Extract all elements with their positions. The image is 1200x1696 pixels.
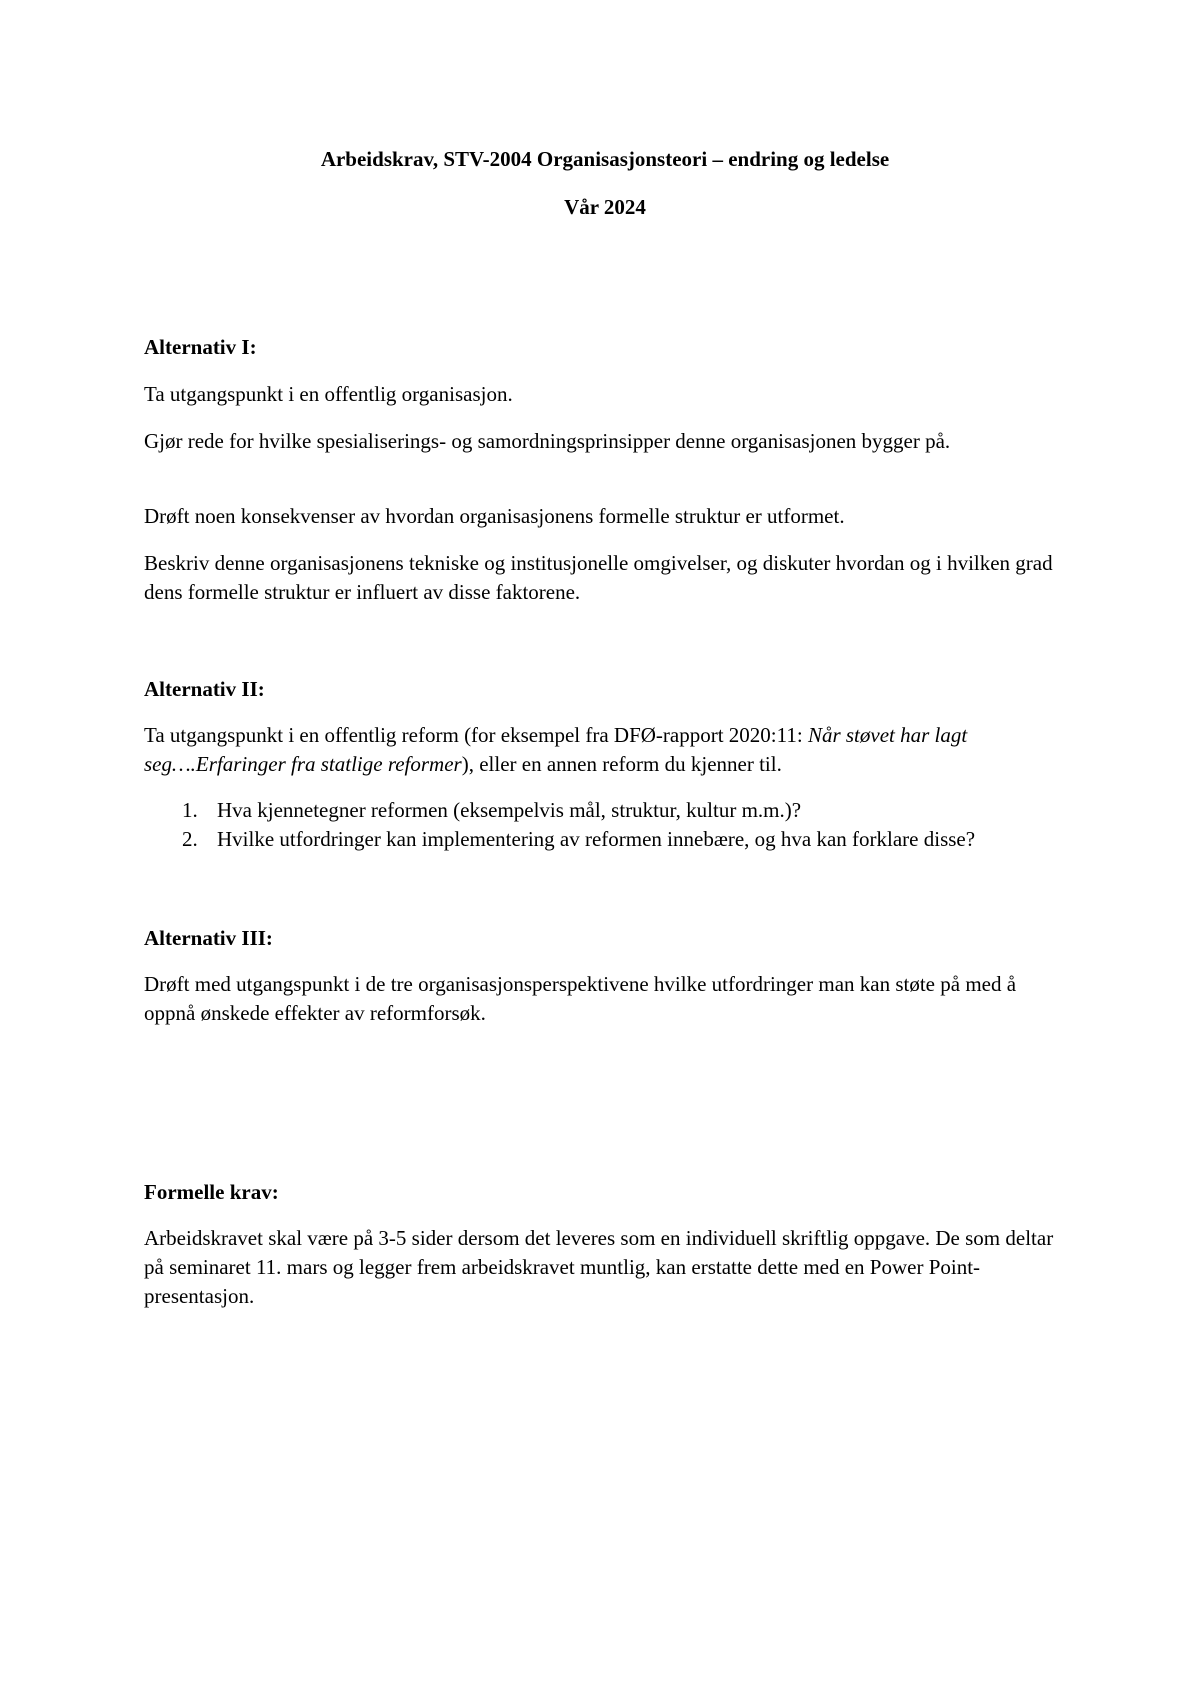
alternative-2-intro <box>144 721 1066 779</box>
requirements-heading: Formelle krav: <box>144 1180 279 1204</box>
list-item <box>144 825 1066 854</box>
alternative-3-paragraph: Drøft med utgangspunkt i de tre organisasjonsperspektivene hvilke utfordringer man kan støte på med å oppnå ønskede effekter av reformforsøk. <box>144 972 1017 1025</box>
list-item-text: Hva kjennetegner reformen (eksempelvis mål, struktur, kultur m.m.)? <box>217 798 802 822</box>
alternative-2-intro-after: ), eller en annen reform du kjenner til. <box>461 752 782 776</box>
list-item-number: 2. <box>182 827 198 851</box>
document-title: Arbeidskrav, STV-2004 Organisasjonsteori – endring og ledelse <box>320 147 890 171</box>
list-item <box>144 796 1066 825</box>
alternative-1-paragraph-4: Beskriv denne organisasjonens tekniske og institusjonelle omgivelser, og diskuter hvordan og i hvilken grad dens formelle struktur er influert av disse faktorene. <box>144 551 1053 604</box>
alternative-3-heading: Alternativ III: <box>144 926 273 950</box>
alternative-2-intro-before: Ta utgangspunkt i en offentlig reform (for eksempel fra DFØ-rapport 2020:11: <box>144 723 808 747</box>
alternative-1-paragraph-1: Ta utgangspunkt i en offentlig organisasjon. <box>144 382 513 406</box>
list-item-text: Hvilke utfordringer kan implementering av reformen innebære, og hva kan forklare disse? <box>217 827 976 851</box>
report-title: Når støvet har lagt seg….Erfaringer fra statlige reformer <box>144 723 968 776</box>
alternative-1-heading: Alternativ I: <box>144 335 257 359</box>
document-term: Vår 2024 <box>564 195 646 219</box>
alternative-2-heading: Alternativ II: <box>144 677 265 701</box>
alternative-2-task-list <box>144 796 1066 854</box>
list-item-number: 1. <box>182 798 198 822</box>
alternative-1-paragraph-3: Drøft noen konsekvenser av hvordan organisasjonens formelle struktur er utformet. <box>144 504 845 528</box>
alternative-1-paragraph-2: Gjør rede for hvilke spesialiserings- og samordningsprinsipper denne organisasjonen bygger på. <box>144 429 951 453</box>
requirements-paragraph: Arbeidskravet skal være på 3-5 sider dersom det leveres som en individuell skriftlig oppgave. De som deltar på seminaret 11. mars og legger frem arbeidskravet muntlig, kan erstatte dette med en Power Point-presentasjon. <box>144 1226 1054 1308</box>
